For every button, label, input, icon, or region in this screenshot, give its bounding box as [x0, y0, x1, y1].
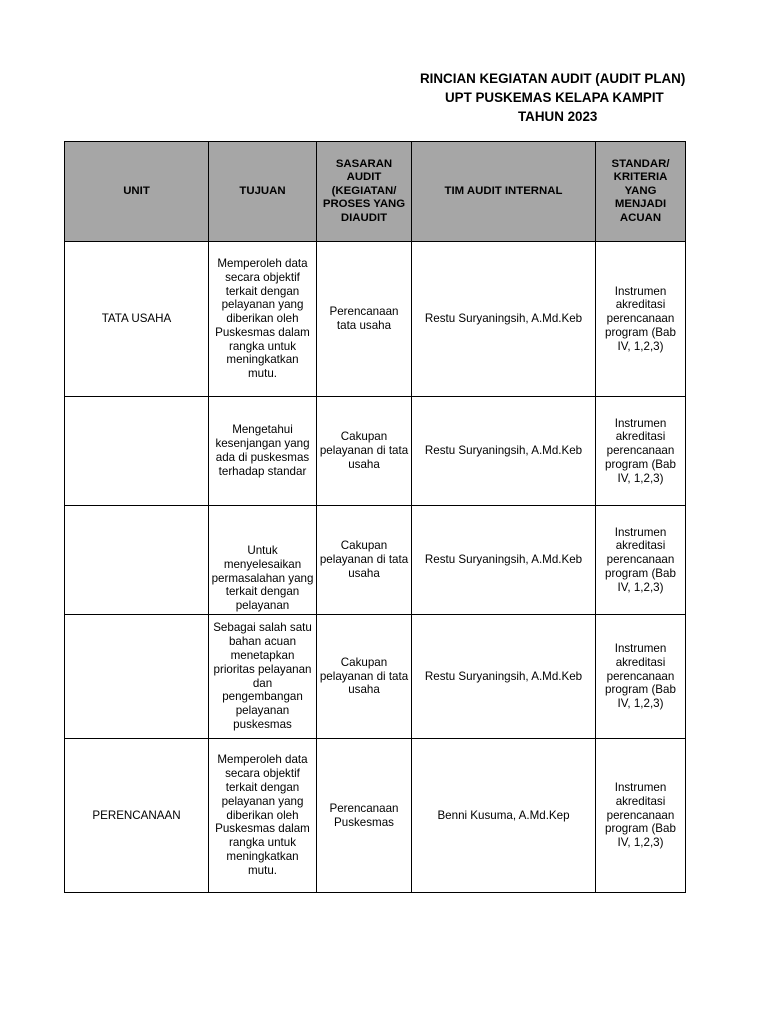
title-line-3: TAHUN 2023 [518, 109, 598, 124]
table-row [65, 506, 686, 615]
cell-sasaran: Cakupan pelayanan di tata usaha [317, 615, 412, 739]
cell-standar: Instrumen akreditasi perencanaan program (Bab IV, 1,2,3) [596, 739, 686, 893]
cell-tim: Restu Suryaningsih, A.Md.Keb [412, 397, 596, 506]
cell-standar: Instrumen akreditasi perencanaan program (Bab IV, 1,2,3) [596, 615, 686, 739]
document-title [420, 70, 768, 130]
header-tujuan: TUJUAN [209, 142, 317, 242]
cell-sasaran: Perencanaan tata usaha [317, 242, 412, 397]
cell-standar: Instrumen akreditasi perencanaan program (Bab IV, 1,2,3) [596, 242, 686, 397]
cell-tim: Benni Kusuma, A.Md.Kep [412, 739, 596, 893]
cell-tujuan: Memperoleh data secara objektif terkait dengan pelayanan yang diberikan oleh Puskesmas dalam rangka untuk meningkatkan mutu. [209, 739, 317, 893]
cell-sasaran: Cakupan pelayanan di tata usaha [317, 506, 412, 615]
cell-unit [65, 397, 209, 506]
table-row [65, 615, 686, 739]
cell-tim: Restu Suryaningsih, A.Md.Keb [412, 506, 596, 615]
cell-sasaran: Perencanaan Puskesmas [317, 739, 412, 893]
cell-tujuan: Untuk menyelesaikan permasalahan yang terkait dengan pelayanan [209, 506, 317, 615]
table-header-row [65, 142, 686, 242]
title-line-1: RINCIAN KEGIATAN AUDIT (AUDIT PLAN) [420, 71, 686, 86]
header-tim: TIM AUDIT INTERNAL [412, 142, 596, 242]
header-standar: STANDAR/ KRITERIA YANG MENJADI ACUAN [596, 142, 686, 242]
cell-tim: Restu Suryaningsih, A.Md.Keb [412, 242, 596, 397]
table-row [65, 242, 686, 397]
cell-unit: PERENCANAAN [65, 739, 209, 893]
table-row [65, 739, 686, 893]
title-line-2: UPT PUSKEMAS KELAPA KAMPIT [445, 90, 664, 105]
cell-unit: TATA USAHA [65, 242, 209, 397]
cell-tujuan: Mengetahui kesenjangan yang ada di puskesmas terhadap standar [209, 397, 317, 506]
cell-tim: Restu Suryaningsih, A.Md.Keb [412, 615, 596, 739]
cell-unit [65, 615, 209, 739]
cell-standar: Instrumen akreditasi perencanaan program (Bab IV, 1,2,3) [596, 397, 686, 506]
cell-unit [65, 506, 209, 615]
audit-plan-table [64, 141, 686, 893]
header-unit: UNIT [65, 142, 209, 242]
cell-standar: Instrumen akreditasi perencanaan program (Bab IV, 1,2,3) [596, 506, 686, 615]
cell-tujuan: Sebagai salah satu bahan acuan menetapkan prioritas pelayanan dan pengembangan pelayanan puskesmas [209, 615, 317, 739]
header-sasaran: SASARAN AUDIT (KEGIATAN/ PROSES YANG DIAUDIT [317, 142, 412, 242]
cell-sasaran: Cakupan pelayanan di tata usaha [317, 397, 412, 506]
table-row [65, 397, 686, 506]
cell-tujuan: Memperoleh data secara objektif terkait dengan pelayanan yang diberikan oleh Puskesmas dalam rangka untuk meningkatkan mutu. [209, 242, 317, 397]
